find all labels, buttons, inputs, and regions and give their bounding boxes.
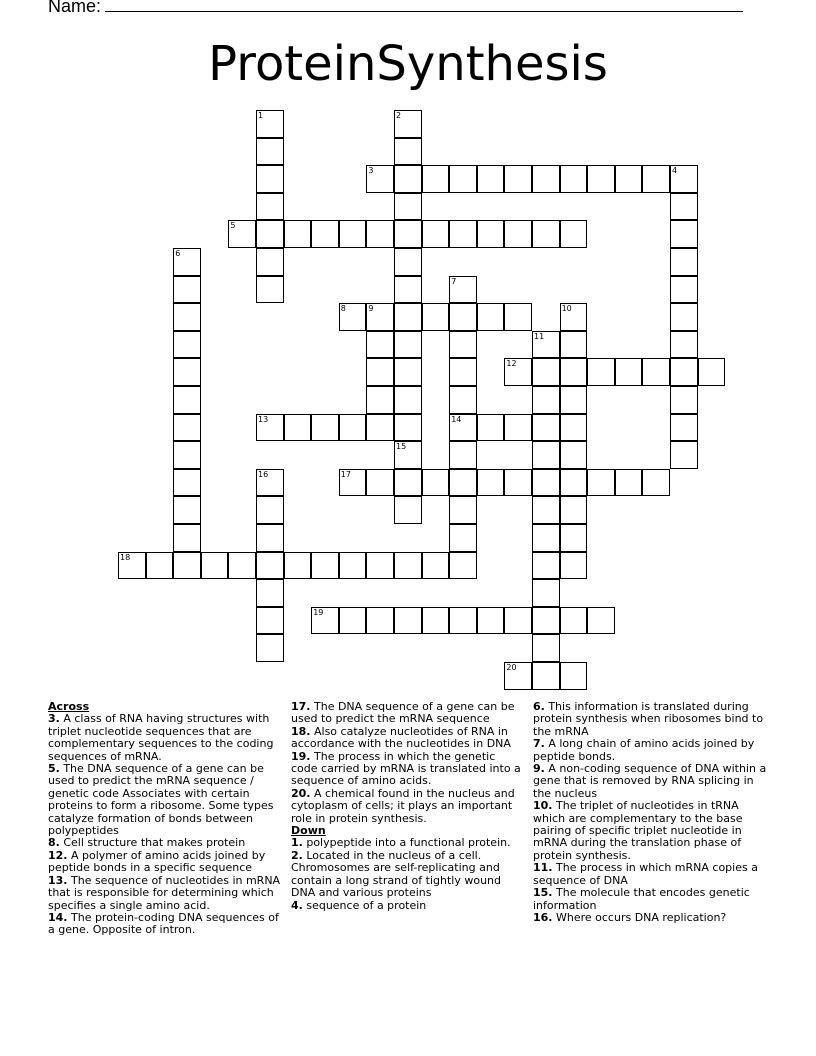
grid-cell[interactable] <box>173 552 201 580</box>
clue-item-text: The DNA sequence of a gene can be used to predict the mRNA sequence <box>291 700 515 726</box>
clue-item-text: Where occurs DNA replication? <box>552 910 727 924</box>
clue-number: 9 <box>368 304 374 314</box>
grid-cell[interactable] <box>449 303 477 331</box>
grid-cell[interactable] <box>642 165 670 193</box>
grid-cell[interactable] <box>394 441 422 469</box>
clue-item-text: The protein-coding DNA sequences of a gene. Opposite of intron. <box>48 910 279 937</box>
grid-cell[interactable] <box>449 414 477 442</box>
clue-item-number: 6. <box>533 700 545 713</box>
grid-cell[interactable] <box>587 165 615 193</box>
grid-cell[interactable] <box>339 607 367 635</box>
grid-cell[interactable] <box>504 303 532 331</box>
grid-cell[interactable] <box>173 303 201 331</box>
clue-item <box>291 850 524 900</box>
grid-cell[interactable] <box>256 552 284 580</box>
grid-cell[interactable] <box>256 469 284 497</box>
grid-cell[interactable] <box>118 552 146 580</box>
grid-cell[interactable] <box>532 220 560 248</box>
clues-column-2 <box>291 701 524 912</box>
clue-item-number: 19. <box>291 749 311 763</box>
grid-cell[interactable] <box>642 469 670 497</box>
grid-cell[interactable] <box>615 165 643 193</box>
clue-item-number: 17. <box>291 700 311 713</box>
clue-number: 1 <box>258 111 264 120</box>
grid-cell[interactable] <box>504 220 532 248</box>
grid-cell[interactable] <box>532 552 560 580</box>
grid-cell[interactable] <box>256 607 284 635</box>
grid-cell[interactable] <box>228 552 256 580</box>
grid-cell[interactable] <box>366 414 394 442</box>
grid-cell[interactable] <box>394 331 422 359</box>
grid-cell[interactable] <box>477 469 505 497</box>
grid-cell[interactable] <box>394 276 422 304</box>
grid-cell[interactable] <box>477 303 505 331</box>
clue-item-text: A chemical found in the nucleus and cytoplasm of cells; it plays an important role in protein synthesis. <box>291 786 515 825</box>
grid-cell[interactable] <box>366 358 394 386</box>
grid-cell[interactable] <box>422 220 450 248</box>
clue-item-number: 4. <box>291 898 303 912</box>
grid-cell[interactable] <box>394 386 422 414</box>
clue-number: 12 <box>506 359 517 369</box>
clue-item <box>48 763 282 837</box>
grid-cell[interactable] <box>366 469 394 497</box>
grid-cell[interactable] <box>284 552 312 580</box>
clue-item <box>291 701 524 726</box>
grid-cell[interactable] <box>449 441 477 469</box>
clue-item <box>48 875 282 912</box>
grid-cell[interactable] <box>560 414 588 442</box>
clue-item <box>291 900 524 912</box>
grid-cell[interactable] <box>311 414 339 442</box>
grid-cell[interactable] <box>284 220 312 248</box>
clue-number: 16 <box>258 469 269 479</box>
grid-cell[interactable] <box>449 469 477 497</box>
clue-item-number: 7. <box>533 737 545 751</box>
grid-cell[interactable] <box>449 165 477 193</box>
grid-cell[interactable] <box>670 248 698 276</box>
grid-cell[interactable] <box>477 220 505 248</box>
grid-cell[interactable] <box>394 358 422 386</box>
puzzle-title: ProteinSynthesis <box>208 36 608 92</box>
clue-item <box>533 912 769 924</box>
clue-item <box>291 788 524 825</box>
grid-cell[interactable] <box>670 276 698 304</box>
clue-number: 7 <box>451 276 457 286</box>
grid-cell[interactable] <box>284 414 312 442</box>
grid-cell[interactable] <box>394 303 422 331</box>
grid-cell[interactable] <box>256 138 284 166</box>
clue-number: 10 <box>561 304 572 314</box>
grid-cell[interactable] <box>173 248 201 276</box>
grid-cell[interactable] <box>173 496 201 524</box>
clue-item-text: This information is translated during protein synthesis when ribosomes bind to the mRNA <box>533 700 764 738</box>
grid-cell[interactable] <box>173 386 201 414</box>
grid-cell[interactable] <box>311 220 339 248</box>
clue-item <box>533 763 769 800</box>
clue-item-text: The DNA sequence of a gene can be used to predict the mRNA sequence / genetic code Associates with certain proteins to form a ribosome. Some types catalyze formation of bonds between polypeptides <box>48 762 274 838</box>
grid-cell[interactable] <box>256 496 284 524</box>
grid-cell[interactable] <box>256 579 284 607</box>
grid-cell[interactable] <box>256 110 284 138</box>
grid-cell[interactable] <box>394 248 422 276</box>
grid-cell[interactable] <box>339 303 367 331</box>
grid-cell[interactable] <box>422 165 450 193</box>
grid-cell[interactable] <box>449 220 477 248</box>
clue-item-number: 10. <box>533 799 553 813</box>
grid-cell[interactable] <box>394 110 422 138</box>
grid-cell[interactable] <box>449 524 477 552</box>
grid-cell[interactable] <box>560 552 588 580</box>
clue-item-number: 15. <box>533 886 553 900</box>
grid-cell[interactable] <box>532 414 560 442</box>
grid-cell[interactable] <box>339 414 367 442</box>
grid-cell[interactable] <box>256 248 284 276</box>
grid-cell[interactable] <box>698 358 726 386</box>
grid-cell[interactable] <box>670 386 698 414</box>
across-heading: Across <box>48 700 90 713</box>
clue-item <box>48 912 282 937</box>
grid-cell[interactable] <box>366 607 394 635</box>
grid-cell[interactable] <box>339 552 367 580</box>
grid-cell[interactable] <box>311 552 339 580</box>
name-field[interactable] <box>48 0 743 17</box>
down-heading: Down <box>291 824 326 838</box>
grid-cell[interactable] <box>587 358 615 386</box>
clue-number: 13 <box>258 414 269 424</box>
clue-item-text: The process in which mRNA copies a sequence of DNA <box>533 861 758 887</box>
grid-cell[interactable] <box>394 496 422 524</box>
across-clues-list-2 <box>291 701 524 825</box>
grid-cell[interactable] <box>504 607 532 635</box>
grid-cell[interactable] <box>394 607 422 635</box>
clue-number: 2 <box>396 111 402 120</box>
clue-number: 17 <box>340 469 351 479</box>
clue-number: 6 <box>175 249 181 258</box>
grid-cell[interactable] <box>670 193 698 221</box>
clue-item-number: 11. <box>533 861 553 875</box>
grid-cell[interactable] <box>256 634 284 662</box>
grid-cell[interactable] <box>477 607 505 635</box>
grid-cell[interactable] <box>642 358 670 386</box>
clue-item-number: 9. <box>533 762 545 776</box>
grid-cell[interactable] <box>256 220 284 248</box>
clue-item-number: 13. <box>48 873 68 887</box>
clue-number: 5 <box>230 221 236 231</box>
clue-item-text: The sequence of nucleotides in mRNA that is responsible for determining which specifies a single amino acid. <box>48 873 281 912</box>
grid-cell[interactable] <box>394 138 422 166</box>
grid-cell[interactable] <box>670 331 698 359</box>
grid-cell[interactable] <box>532 358 560 386</box>
clue-item-text: A polymer of amino acids joined by peptide bonds in a specific sequence <box>48 848 266 875</box>
grid-cell[interactable] <box>394 193 422 221</box>
clue-item-text: The triplet of nucleotides in tRNA which are complementary to the base pairing of specific triplet nucleotide in mRNA during the translation phase of protein synthesis. <box>533 799 743 862</box>
grid-cell[interactable] <box>256 165 284 193</box>
grid-cell[interactable] <box>504 165 532 193</box>
grid-cell[interactable] <box>366 220 394 248</box>
grid-cell[interactable] <box>670 414 698 442</box>
clue-number: 4 <box>672 166 678 176</box>
grid-cell[interactable] <box>394 414 422 442</box>
grid-cell[interactable] <box>504 358 532 386</box>
grid-cell[interactable] <box>560 386 588 414</box>
clue-item-text: A long chain of amino acids joined by peptide bonds. <box>533 737 755 763</box>
grid-cell[interactable] <box>422 469 450 497</box>
grid-cell[interactable] <box>146 552 174 580</box>
grid-cell[interactable] <box>560 165 588 193</box>
clue-number: 8 <box>340 304 346 314</box>
grid-cell[interactable] <box>560 496 588 524</box>
grid-cell[interactable] <box>504 469 532 497</box>
clue-item-number: 5. <box>48 762 60 776</box>
grid-cell[interactable] <box>173 414 201 442</box>
grid-cell[interactable] <box>394 469 422 497</box>
clue-item-text: Located in the nucleus of a cell. Chromosomes are self-replicating and contain a long strand of tightly wound DNA and various proteins <box>291 848 502 900</box>
grid-cell[interactable] <box>532 496 560 524</box>
grid-cell[interactable] <box>339 469 367 497</box>
clue-number: 19 <box>313 607 324 617</box>
grid-cell[interactable] <box>615 469 643 497</box>
grid-cell[interactable] <box>256 524 284 552</box>
grid-cell[interactable] <box>366 386 394 414</box>
grid-cell[interactable] <box>560 441 588 469</box>
clue-item-text: Also catalyze nucleotides of RNA in accordance with the nucleotides in DNA <box>291 724 511 751</box>
grid-cell[interactable] <box>670 220 698 248</box>
grid-cell[interactable] <box>532 386 560 414</box>
grid-cell[interactable] <box>339 220 367 248</box>
clue-item <box>291 751 524 788</box>
grid-cell[interactable] <box>173 358 201 386</box>
grid-cell[interactable] <box>560 662 588 690</box>
grid-cell[interactable] <box>256 193 284 221</box>
grid-cell[interactable] <box>587 469 615 497</box>
clue-item-number: 14. <box>48 910 68 924</box>
clue-item <box>533 738 769 763</box>
grid-cell[interactable] <box>560 607 588 635</box>
grid-cell[interactable] <box>449 358 477 386</box>
grid-cell[interactable] <box>394 165 422 193</box>
grid-cell[interactable] <box>449 331 477 359</box>
clue-item-text: Cell structure that makes protein <box>59 836 246 850</box>
grid-cell[interactable] <box>173 331 201 359</box>
clue-item-text: sequence of a protein <box>302 898 427 912</box>
grid-cell[interactable] <box>670 165 698 193</box>
grid-cell[interactable] <box>366 331 394 359</box>
clue-item-text: A class of RNA having structures with triplet nucleotide sequences that are complementary sequences to the coding sequences of mRNA. <box>48 712 274 763</box>
grid-cell[interactable] <box>366 165 394 193</box>
grid-cell[interactable] <box>256 414 284 442</box>
grid-cell[interactable] <box>532 331 560 359</box>
grid-cell[interactable] <box>394 552 422 580</box>
grid-cell[interactable] <box>422 552 450 580</box>
clue-number: 18 <box>120 552 131 562</box>
grid-cell[interactable] <box>422 303 450 331</box>
grid-cell[interactable] <box>477 414 505 442</box>
clue-item <box>48 713 282 763</box>
grid-cell[interactable] <box>560 358 588 386</box>
grid-cell[interactable] <box>422 607 450 635</box>
grid-cell[interactable] <box>670 303 698 331</box>
name-underline[interactable] <box>105 0 743 12</box>
grid-cell[interactable] <box>173 524 201 552</box>
grid-cell[interactable] <box>560 303 588 331</box>
grid-cell[interactable] <box>560 524 588 552</box>
clue-item-number: 3. <box>48 712 60 726</box>
clue-item <box>291 726 524 751</box>
grid-cell[interactable] <box>228 220 256 248</box>
grid-cell[interactable] <box>311 607 339 635</box>
clue-item-number: 16. <box>533 910 553 924</box>
clue-item-number: 8. <box>48 836 60 850</box>
clue-item-number: 12. <box>48 848 68 862</box>
grid-cell[interactable] <box>532 579 560 607</box>
clue-number: 3 <box>368 166 374 176</box>
clues-column-1 <box>48 701 282 937</box>
grid-cell[interactable] <box>173 276 201 304</box>
grid-cell[interactable] <box>532 469 560 497</box>
down-clues-list-1 <box>291 837 524 911</box>
clue-item <box>48 850 282 875</box>
grid-cell[interactable] <box>560 469 588 497</box>
grid-cell[interactable] <box>532 524 560 552</box>
grid-cell[interactable] <box>560 331 588 359</box>
clue-item-number: 20. <box>291 786 311 800</box>
grid-cell[interactable] <box>394 220 422 248</box>
grid-cell[interactable] <box>449 386 477 414</box>
clue-item-number: 18. <box>291 724 311 738</box>
grid-cell[interactable] <box>256 276 284 304</box>
clue-item-text: The molecule that encodes genetic information <box>533 886 750 912</box>
clue-number: 15 <box>396 442 407 452</box>
grid-cell[interactable] <box>366 303 394 331</box>
grid-cell[interactable] <box>449 276 477 304</box>
grid-cell[interactable] <box>670 358 698 386</box>
clue-number: 20 <box>506 663 517 672</box>
clue-item-text: A non-coding sequence of DNA within a gene that is removed by RNA splicing in the nucleus <box>533 762 767 800</box>
grid-cell[interactable] <box>504 662 532 690</box>
grid-cell[interactable] <box>449 496 477 524</box>
clues-column-3 <box>533 701 769 924</box>
grid-cell[interactable] <box>504 414 532 442</box>
clue-number: 14 <box>451 414 462 424</box>
grid-cell[interactable] <box>477 165 505 193</box>
clue-item <box>533 862 769 887</box>
grid-cell[interactable] <box>173 441 201 469</box>
grid-cell[interactable] <box>366 552 394 580</box>
name-label: Name: <box>48 0 102 16</box>
clue-item-number: 1. <box>291 836 303 850</box>
across-clues-list-1 <box>48 713 282 936</box>
clue-item <box>533 701 769 738</box>
clue-item <box>533 800 769 862</box>
clue-number: 11 <box>534 331 545 341</box>
clue-item <box>533 887 769 912</box>
clue-item-text: The process in which the genetic code carried by mRNA is translated into a sequence of amino acids. <box>291 749 521 788</box>
clue-item-text: polypeptide into a functional protein. <box>302 836 511 850</box>
grid-cell[interactable] <box>173 469 201 497</box>
grid-cell[interactable] <box>615 358 643 386</box>
grid-cell[interactable] <box>449 607 477 635</box>
grid-cell[interactable] <box>532 165 560 193</box>
down-clues-list-2 <box>533 701 769 924</box>
grid-cell[interactable] <box>532 662 560 690</box>
clue-item-number: 2. <box>291 848 303 862</box>
grid-cell[interactable] <box>532 634 560 662</box>
grid-cell[interactable] <box>587 607 615 635</box>
grid-cell[interactable] <box>532 607 560 635</box>
grid-cell[interactable] <box>532 441 560 469</box>
grid-cell[interactable] <box>449 552 477 580</box>
grid-cell[interactable] <box>670 441 698 469</box>
grid-cell[interactable] <box>560 220 588 248</box>
grid-cell[interactable] <box>201 552 229 580</box>
